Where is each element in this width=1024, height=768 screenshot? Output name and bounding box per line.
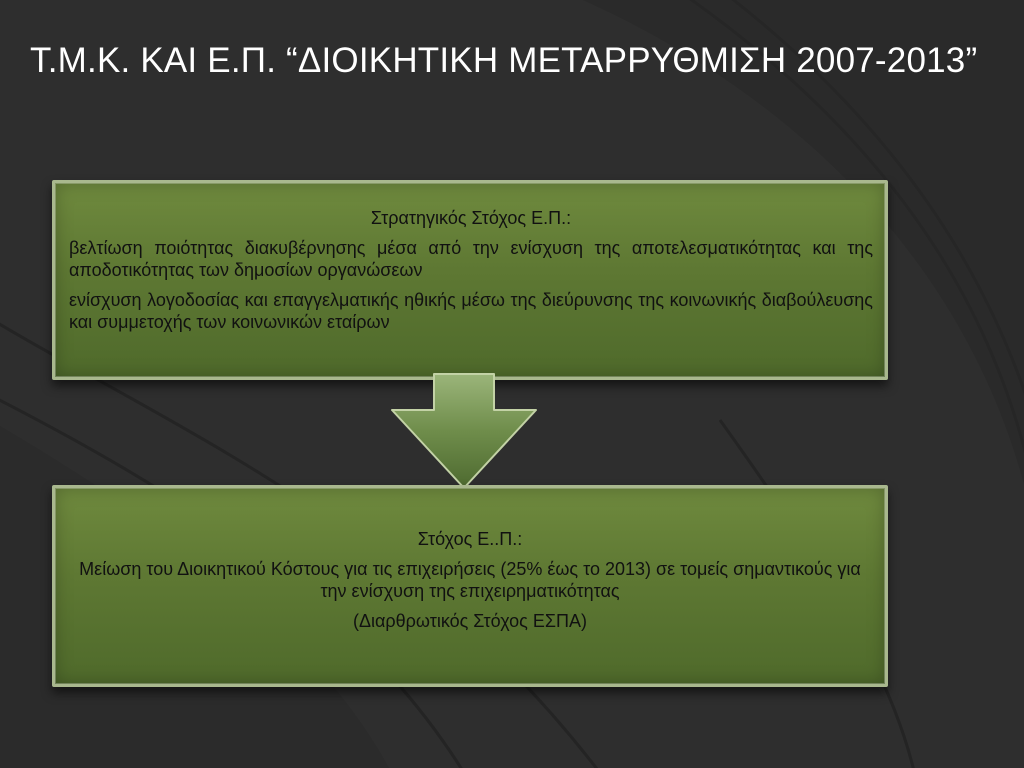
goal-box bbox=[52, 485, 888, 687]
slide-title: Τ.Μ.Κ. ΚΑΙ Ε.Π. “ΔΙΟΙΚΗΤΙΚΗ ΜΕΤΑΡΡΥΘΜΙΣΗ 2007-2013” bbox=[30, 41, 978, 80]
strategic-goal-heading: Στρατηγικός Στόχος Ε.Π.: bbox=[370, 208, 572, 228]
goal-paragraph-1: Μείωση του Διοικητικού Κόστους για τις επιχειρήσεις (25% έως το 2013) σε τομείς σημαντικούς για την ενίσχυση της επιχειρηματικότητας bbox=[79, 559, 861, 601]
goal-heading: Στόχος Ε..Π.: bbox=[417, 529, 523, 549]
strategic-goal-paragraph-2: ενίσχυση λογοδοσίας και επαγγελματικής ηθικής μέσω της διεύρυνσης της κοινωνικής διαβούλευσης και συμμετοχής των κοινωνικών εταίρων bbox=[69, 290, 873, 332]
strategic-goal-box bbox=[52, 180, 888, 380]
down-arrow-icon bbox=[388, 370, 540, 492]
strategic-goal-paragraph-1: βελτίωση ποιότητας διακυβέρνησης μέσα από την ενίσχυση της αποτελεσματικότητας και της αποδοτικότητας των δημοσίων οργανώσεων bbox=[69, 238, 873, 280]
goal-paragraph-2: (Διαρθρωτικός Στόχος ΕΣΠΑ) bbox=[353, 611, 587, 631]
